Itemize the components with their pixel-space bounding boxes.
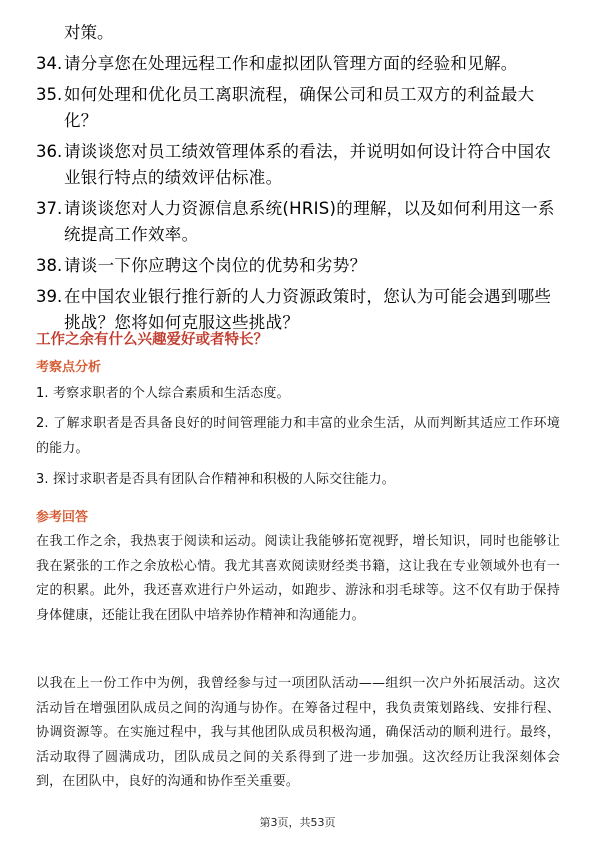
question-text: 请谈一下你应聘这个岗位的优势和劣势？ — [64, 256, 367, 275]
question-number: 34. — [36, 54, 63, 73]
analysis-point: 3. 探讨求职者是否具有团队合作精神和积极的人际交往能力。 — [36, 472, 395, 487]
page-footer: 第3页，共53页 — [259, 816, 336, 829]
question-list — [36, 20, 558, 336]
question-text: 请谈谈您对员工绩效管理体系的看法，并说明如何设计符合中国农业银行特点的绩效评估标准。 — [64, 142, 552, 187]
question-text: 请谈谈您对人力资源信息系统(HRIS)的理解，以及如何利用这一系统提高工作效率。 — [64, 199, 555, 244]
answer-heading: 参考回答 — [36, 510, 89, 525]
question-text: 请分享您在处理远程工作和虚拟团队管理方面的经验和见解。 — [64, 54, 518, 73]
question-item — [36, 51, 558, 77]
question-text: 在中国农业银行推行新的人力资源政策时，您认为可能会遇到哪些挑战？您将如何克服这些挑战？ — [64, 287, 552, 332]
question-item — [36, 139, 558, 191]
question-text: 如何处理和优化员工离职流程，确保公司和员工双方的利益最大化？ — [64, 85, 535, 130]
question-number: 36. — [36, 142, 63, 161]
question-number: 35. — [36, 85, 63, 104]
analysis-heading: 考察点分析 — [36, 360, 102, 375]
question-item — [36, 82, 558, 134]
answer-paragraph: 在我工作之余，我热衷于阅读和运动。阅读让我能够拓宽视野，增长知识，同时也能够让我在紧张的工作之余放松心情。我尤其喜欢阅读财经类书籍，这让我在专业领域外也有一定的积累。此外，我还喜欢进行户外运动，如跑步、游泳和羽毛球等。这不仅有助于保持身体健康，还能让我在团队中培养协作精神和沟通能力。 — [36, 534, 560, 623]
analysis-point: 2. 了解求职者是否具备良好的时间管理能力和丰富的业余生活，从而判断其适应工作环境的能力。 — [36, 416, 560, 456]
question-number: 38. — [36, 256, 63, 275]
question-number: 37. — [36, 199, 63, 218]
answer-paragraph: 以我在上一份工作中为例，我曾经参与过一项团队活动——组织一次户外拓展活动。这次活动旨在增强团队成员之间的沟通与协作。在筹备过程中，我负责策划路线、安排行程、协调资源等。在实施过程中，我与其他团队成员积极沟通，确保活动的顺利进行。最终，活动取得了圆满成功，团队成员之间的关系得到了进一步加强。这次经历让我深刻体会到，在团队中，良好的沟通和协作至关重要。 — [36, 676, 560, 789]
question-item — [36, 253, 558, 279]
question-number: 39. — [36, 287, 63, 306]
analysis-point: 1. 考察求职者的个人综合素质和生活态度。 — [36, 386, 290, 401]
question-item — [36, 196, 558, 248]
question-continuation: 对策。 — [64, 23, 114, 42]
question-item — [36, 284, 558, 336]
section-title: 工作之余有什么兴趣爱好或者特长？ — [36, 332, 268, 348]
